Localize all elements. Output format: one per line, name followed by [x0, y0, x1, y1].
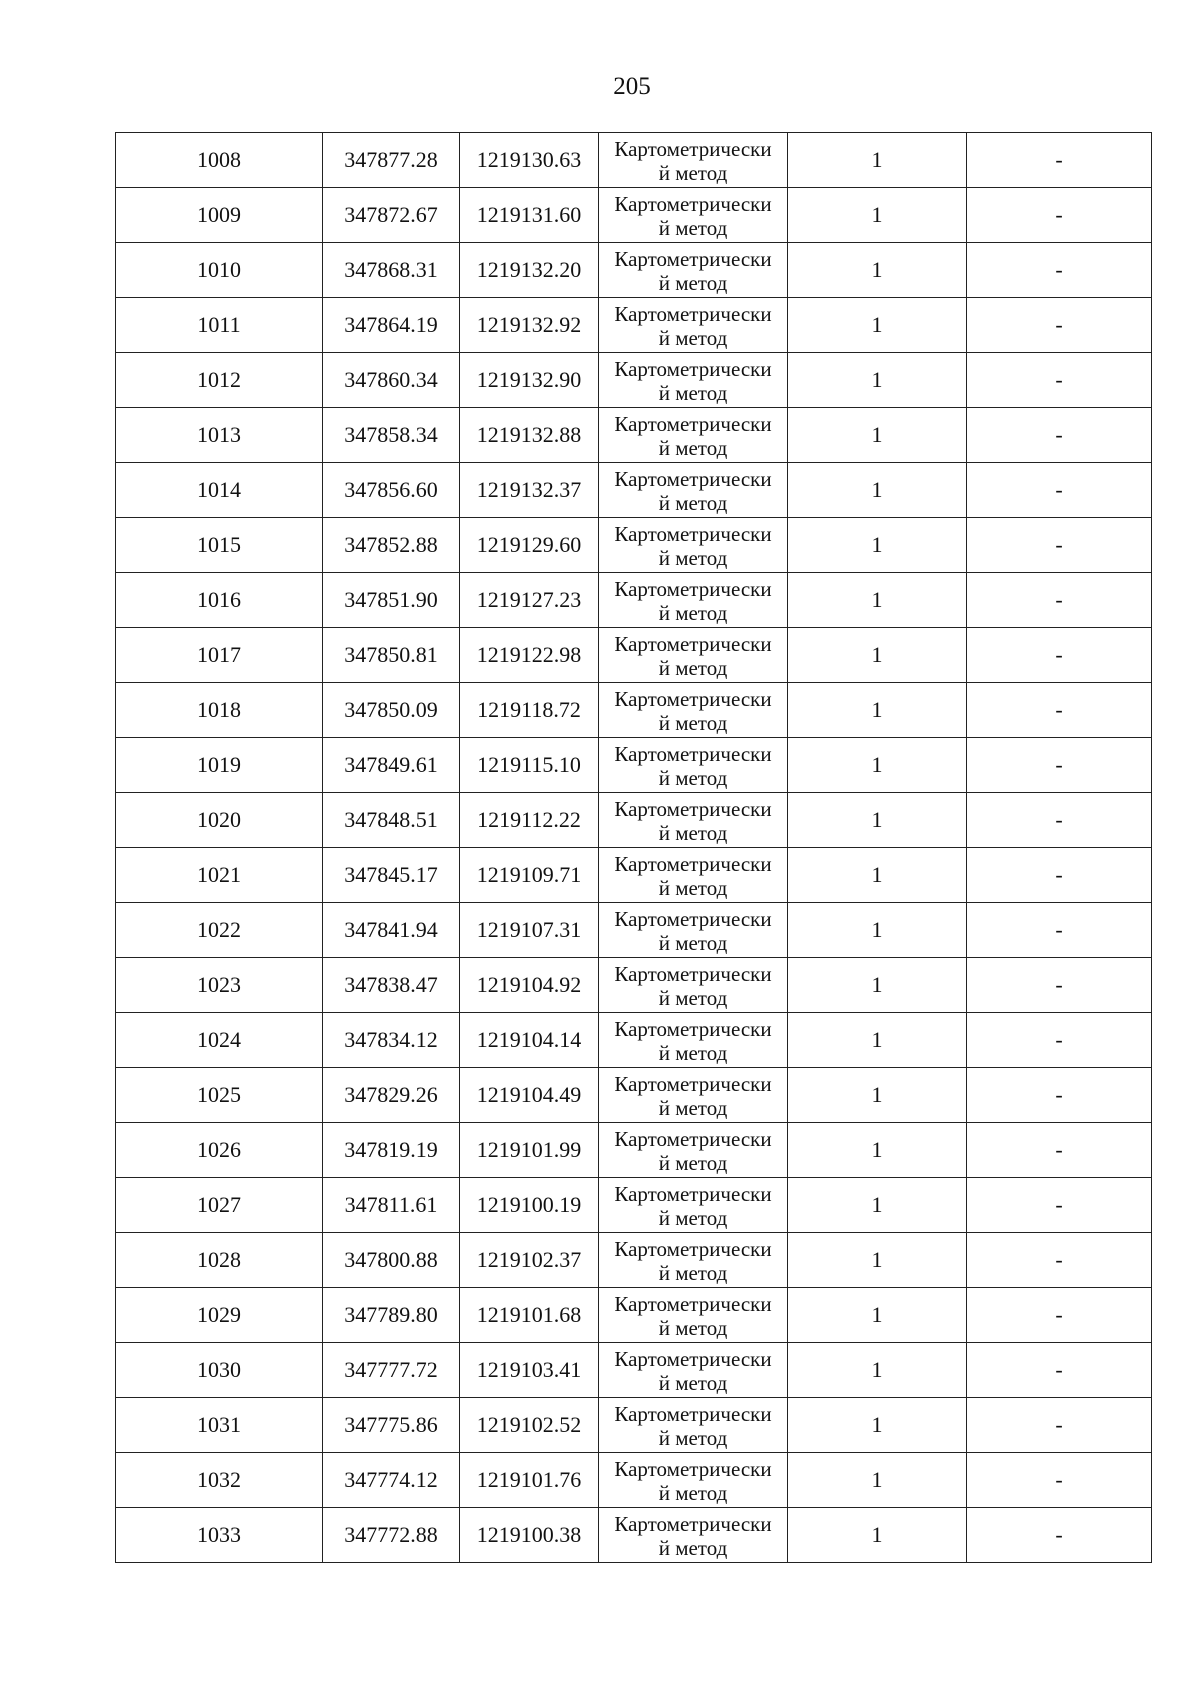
- table-row: [116, 353, 1152, 408]
- method-text-line-2: й метод: [658, 876, 728, 900]
- x-coordinate-cell: 347858.34: [323, 408, 460, 463]
- method-text-line-2: й метод: [658, 1371, 728, 1395]
- note-cell: -: [967, 133, 1152, 188]
- x-coordinate-cell: 347864.19: [323, 298, 460, 353]
- method-cell: [599, 518, 788, 573]
- method-text-line-1: Картометрически: [614, 357, 772, 381]
- method-text-line-2: й метод: [658, 161, 728, 185]
- precision-cell: 1: [788, 133, 967, 188]
- x-coordinate-cell: 347877.28: [323, 133, 460, 188]
- method-text-line-1: Картометрически: [614, 907, 772, 931]
- note-cell: -: [967, 628, 1152, 683]
- method-text-line-2: й метод: [658, 656, 728, 680]
- precision-cell: 1: [788, 738, 967, 793]
- method-cell: [599, 573, 788, 628]
- precision-cell: 1: [788, 1233, 967, 1288]
- y-coordinate-cell: 1219104.49: [460, 1068, 599, 1123]
- table-row: [116, 903, 1152, 958]
- note-cell: -: [967, 1343, 1152, 1398]
- method-text-line-1: Картометрически: [614, 1457, 772, 1481]
- x-coordinate-cell: 347777.72: [323, 1343, 460, 1398]
- precision-cell: 1: [788, 1178, 967, 1233]
- point-number-cell: 1026: [116, 1123, 323, 1178]
- method-text-line-2: й метод: [658, 1316, 728, 1340]
- point-number-cell: 1025: [116, 1068, 323, 1123]
- precision-cell: 1: [788, 1508, 967, 1563]
- note-cell: -: [967, 848, 1152, 903]
- precision-cell: 1: [788, 958, 967, 1013]
- method-cell: [599, 133, 788, 188]
- y-coordinate-cell: 1219101.68: [460, 1288, 599, 1343]
- method-cell: [599, 188, 788, 243]
- point-number-cell: 1031: [116, 1398, 323, 1453]
- point-number-cell: 1032: [116, 1453, 323, 1508]
- x-coordinate-cell: 347850.81: [323, 628, 460, 683]
- method-text-line-1: Картометрически: [614, 1237, 772, 1261]
- method-cell: [599, 1453, 788, 1508]
- method-cell: [599, 683, 788, 738]
- method-text-line-1: Картометрически: [614, 1182, 772, 1206]
- method-cell: [599, 1123, 788, 1178]
- precision-cell: 1: [788, 408, 967, 463]
- table-row: [116, 793, 1152, 848]
- table-row: [116, 1178, 1152, 1233]
- method-cell: [599, 1013, 788, 1068]
- method-text-line-1: Картометрически: [614, 522, 772, 546]
- note-cell: -: [967, 793, 1152, 848]
- table-row: [116, 1288, 1152, 1343]
- method-text-line-1: Картометрически: [614, 302, 772, 326]
- method-text-line-2: й метод: [658, 381, 728, 405]
- method-cell: [599, 243, 788, 298]
- method-text-line-2: й метод: [658, 1261, 728, 1285]
- y-coordinate-cell: 1219132.90: [460, 353, 599, 408]
- method-cell: [599, 1398, 788, 1453]
- y-coordinate-cell: 1219107.31: [460, 903, 599, 958]
- y-coordinate-cell: 1219118.72: [460, 683, 599, 738]
- table-row: [116, 298, 1152, 353]
- y-coordinate-cell: 1219122.98: [460, 628, 599, 683]
- y-coordinate-cell: 1219104.92: [460, 958, 599, 1013]
- table-row: [116, 628, 1152, 683]
- precision-cell: 1: [788, 518, 967, 573]
- table-row: [116, 243, 1152, 298]
- method-text-line-1: Картометрически: [614, 1512, 772, 1536]
- note-cell: -: [967, 1123, 1152, 1178]
- x-coordinate-cell: 347829.26: [323, 1068, 460, 1123]
- point-number-cell: 1012: [116, 353, 323, 408]
- precision-cell: 1: [788, 1013, 967, 1068]
- method-text-line-1: Картометрически: [614, 247, 772, 271]
- point-number-cell: 1018: [116, 683, 323, 738]
- point-number-cell: 1013: [116, 408, 323, 463]
- method-text-line-2: й метод: [658, 601, 728, 625]
- y-coordinate-cell: 1219115.10: [460, 738, 599, 793]
- method-text-line-2: й метод: [658, 1536, 728, 1560]
- method-text-line-1: Картометрически: [614, 137, 772, 161]
- point-number-cell: 1010: [116, 243, 323, 298]
- method-text-line-2: й метод: [658, 1206, 728, 1230]
- y-coordinate-cell: 1219109.71: [460, 848, 599, 903]
- note-cell: -: [967, 958, 1152, 1013]
- x-coordinate-cell: 347811.61: [323, 1178, 460, 1233]
- precision-cell: 1: [788, 1453, 967, 1508]
- precision-cell: 1: [788, 903, 967, 958]
- method-text-line-1: Картометрически: [614, 1127, 772, 1151]
- note-cell: -: [967, 1288, 1152, 1343]
- table-row: [116, 683, 1152, 738]
- x-coordinate-cell: 347772.88: [323, 1508, 460, 1563]
- x-coordinate-cell: 347834.12: [323, 1013, 460, 1068]
- precision-cell: 1: [788, 243, 967, 298]
- y-coordinate-cell: 1219101.99: [460, 1123, 599, 1178]
- x-coordinate-cell: 347872.67: [323, 188, 460, 243]
- x-coordinate-cell: 347774.12: [323, 1453, 460, 1508]
- y-coordinate-cell: 1219101.76: [460, 1453, 599, 1508]
- method-text-line-2: й метод: [658, 766, 728, 790]
- note-cell: -: [967, 353, 1152, 408]
- x-coordinate-cell: 347849.61: [323, 738, 460, 793]
- point-number-cell: 1009: [116, 188, 323, 243]
- precision-cell: 1: [788, 848, 967, 903]
- method-cell: [599, 628, 788, 683]
- table-row: [116, 738, 1152, 793]
- precision-cell: 1: [788, 353, 967, 408]
- x-coordinate-cell: 347850.09: [323, 683, 460, 738]
- method-text-line-1: Картометрически: [614, 577, 772, 601]
- note-cell: -: [967, 1453, 1152, 1508]
- y-coordinate-cell: 1219130.63: [460, 133, 599, 188]
- table-row: [116, 518, 1152, 573]
- precision-cell: 1: [788, 463, 967, 518]
- y-coordinate-cell: 1219132.37: [460, 463, 599, 518]
- precision-cell: 1: [788, 1288, 967, 1343]
- method-cell: [599, 1068, 788, 1123]
- method-cell: [599, 738, 788, 793]
- table-row: [116, 1343, 1152, 1398]
- method-text-line-1: Картометрически: [614, 1072, 772, 1096]
- method-text-line-1: Картометрически: [614, 1017, 772, 1041]
- method-text-line-2: й метод: [658, 546, 728, 570]
- table-row: [116, 1508, 1152, 1563]
- method-cell: [599, 903, 788, 958]
- method-text-line-1: Картометрически: [614, 687, 772, 711]
- method-text-line-1: Картометрически: [614, 962, 772, 986]
- x-coordinate-cell: 347852.88: [323, 518, 460, 573]
- x-coordinate-cell: 347819.19: [323, 1123, 460, 1178]
- y-coordinate-cell: 1219102.52: [460, 1398, 599, 1453]
- method-text-line-2: й метод: [658, 271, 728, 295]
- precision-cell: 1: [788, 1398, 967, 1453]
- method-text-line-2: й метод: [658, 326, 728, 350]
- x-coordinate-cell: 347856.60: [323, 463, 460, 518]
- note-cell: -: [967, 1068, 1152, 1123]
- method-text-line-1: Картометрически: [614, 412, 772, 436]
- y-coordinate-cell: 1219132.20: [460, 243, 599, 298]
- method-cell: [599, 1343, 788, 1398]
- table-row: [116, 1013, 1152, 1068]
- y-coordinate-cell: 1219100.19: [460, 1178, 599, 1233]
- method-cell: [599, 408, 788, 463]
- method-text-line-2: й метод: [658, 1041, 728, 1065]
- table-row: [116, 573, 1152, 628]
- y-coordinate-cell: 1219129.60: [460, 518, 599, 573]
- point-number-cell: 1019: [116, 738, 323, 793]
- method-text-line-1: Картометрически: [614, 192, 772, 216]
- x-coordinate-cell: 347845.17: [323, 848, 460, 903]
- note-cell: -: [967, 903, 1152, 958]
- table-row: [116, 463, 1152, 518]
- table-row: [116, 958, 1152, 1013]
- note-cell: -: [967, 683, 1152, 738]
- note-cell: -: [967, 463, 1152, 518]
- method-cell: [599, 848, 788, 903]
- point-number-cell: 1021: [116, 848, 323, 903]
- method-text-line-1: Картометрически: [614, 1292, 772, 1316]
- page-number: 205: [613, 73, 651, 100]
- precision-cell: 1: [788, 683, 967, 738]
- method-cell: [599, 1508, 788, 1563]
- point-number-cell: 1017: [116, 628, 323, 683]
- method-text-line-2: й метод: [658, 1096, 728, 1120]
- precision-cell: 1: [788, 628, 967, 683]
- method-text-line-1: Картометрически: [614, 742, 772, 766]
- x-coordinate-cell: 347860.34: [323, 353, 460, 408]
- method-text-line-2: й метод: [658, 1481, 728, 1505]
- method-cell: [599, 463, 788, 518]
- precision-cell: 1: [788, 188, 967, 243]
- point-number-cell: 1028: [116, 1233, 323, 1288]
- table-row: [116, 1398, 1152, 1453]
- method-cell: [599, 1233, 788, 1288]
- y-coordinate-cell: 1219132.88: [460, 408, 599, 463]
- method-text-line-2: й метод: [658, 986, 728, 1010]
- point-number-cell: 1022: [116, 903, 323, 958]
- x-coordinate-cell: 347848.51: [323, 793, 460, 848]
- y-coordinate-cell: 1219103.41: [460, 1343, 599, 1398]
- x-coordinate-cell: 347775.86: [323, 1398, 460, 1453]
- method-text-line-2: й метод: [658, 821, 728, 845]
- point-number-cell: 1015: [116, 518, 323, 573]
- method-text-line-2: й метод: [658, 216, 728, 240]
- method-cell: [599, 1178, 788, 1233]
- method-text-line-1: Картометрически: [614, 467, 772, 491]
- note-cell: -: [967, 573, 1152, 628]
- y-coordinate-cell: 1219127.23: [460, 573, 599, 628]
- method-cell: [599, 958, 788, 1013]
- precision-cell: 1: [788, 1343, 967, 1398]
- method-cell: [599, 298, 788, 353]
- x-coordinate-cell: 347841.94: [323, 903, 460, 958]
- note-cell: -: [967, 1508, 1152, 1563]
- y-coordinate-cell: 1219102.37: [460, 1233, 599, 1288]
- y-coordinate-cell: 1219131.60: [460, 188, 599, 243]
- precision-cell: 1: [788, 1123, 967, 1178]
- note-cell: -: [967, 738, 1152, 793]
- point-number-cell: 1027: [116, 1178, 323, 1233]
- method-text-line-2: й метод: [658, 711, 728, 735]
- method-text-line-2: й метод: [658, 436, 728, 460]
- method-text-line-1: Картометрически: [614, 632, 772, 656]
- note-cell: -: [967, 1178, 1152, 1233]
- point-number-cell: 1033: [116, 1508, 323, 1563]
- note-cell: -: [967, 243, 1152, 298]
- table-row: [116, 408, 1152, 463]
- point-number-cell: 1020: [116, 793, 323, 848]
- precision-cell: 1: [788, 298, 967, 353]
- note-cell: -: [967, 1398, 1152, 1453]
- coordinates-table-body: [116, 133, 1152, 1563]
- note-cell: -: [967, 188, 1152, 243]
- method-text-line-2: й метод: [658, 1151, 728, 1175]
- table-row: [116, 1453, 1152, 1508]
- y-coordinate-cell: 1219104.14: [460, 1013, 599, 1068]
- precision-cell: 1: [788, 573, 967, 628]
- method-cell: [599, 353, 788, 408]
- method-cell: [599, 1288, 788, 1343]
- point-number-cell: 1030: [116, 1343, 323, 1398]
- note-cell: -: [967, 518, 1152, 573]
- table-row: [116, 848, 1152, 903]
- point-number-cell: 1016: [116, 573, 323, 628]
- precision-cell: 1: [788, 793, 967, 848]
- method-text-line-1: Картометрически: [614, 1347, 772, 1371]
- table-row: [116, 1123, 1152, 1178]
- y-coordinate-cell: 1219112.22: [460, 793, 599, 848]
- point-number-cell: 1008: [116, 133, 323, 188]
- point-number-cell: 1014: [116, 463, 323, 518]
- coordinates-table: [115, 132, 1152, 1563]
- method-text-line-1: Картометрически: [614, 852, 772, 876]
- table-row: [116, 188, 1152, 243]
- method-text-line-1: Картометрически: [614, 797, 772, 821]
- y-coordinate-cell: 1219100.38: [460, 1508, 599, 1563]
- y-coordinate-cell: 1219132.92: [460, 298, 599, 353]
- point-number-cell: 1029: [116, 1288, 323, 1343]
- point-number-cell: 1024: [116, 1013, 323, 1068]
- x-coordinate-cell: 347868.31: [323, 243, 460, 298]
- x-coordinate-cell: 347789.80: [323, 1288, 460, 1343]
- note-cell: -: [967, 1013, 1152, 1068]
- note-cell: -: [967, 298, 1152, 353]
- method-text-line-2: й метод: [658, 931, 728, 955]
- method-text-line-2: й метод: [658, 491, 728, 515]
- x-coordinate-cell: 347838.47: [323, 958, 460, 1013]
- note-cell: -: [967, 408, 1152, 463]
- method-text-line-1: Картометрически: [614, 1402, 772, 1426]
- note-cell: -: [967, 1233, 1152, 1288]
- table-row: [116, 1233, 1152, 1288]
- point-number-cell: 1023: [116, 958, 323, 1013]
- point-number-cell: 1011: [116, 298, 323, 353]
- x-coordinate-cell: 347851.90: [323, 573, 460, 628]
- method-cell: [599, 793, 788, 848]
- table-row: [116, 133, 1152, 188]
- x-coordinate-cell: 347800.88: [323, 1233, 460, 1288]
- table-row: [116, 1068, 1152, 1123]
- method-text-line-2: й метод: [658, 1426, 728, 1450]
- precision-cell: 1: [788, 1068, 967, 1123]
